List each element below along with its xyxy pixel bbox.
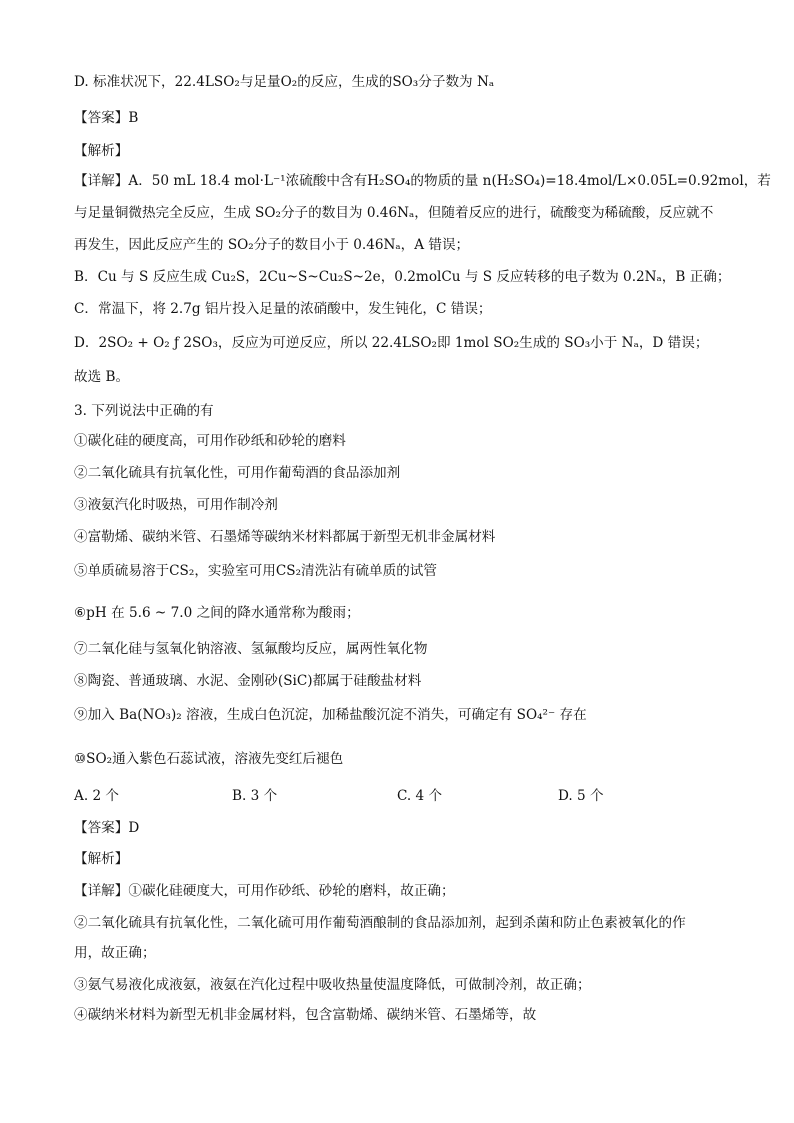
option-d: D. 5 个 (558, 788, 604, 804)
statement-item: ④富勒烯、碳纳米管、石墨烯等碳纳米材料都属于新型无机非金属材料 (74, 529, 496, 545)
explanation-line: 用，故正确； (74, 945, 156, 961)
answer-label: 【答案】B (74, 110, 139, 126)
explanation-line: 与足量铜微热完全反应，生成 SO₂分子的数目为 0.46Nₐ，但随着反应的进行，硫酸变为稀硫酸，反应就不 (74, 205, 714, 221)
explanation-line: C．常温下，将 2.7g 铝片投入足量的浓硝酸中，发生钝化，C 错误； (74, 301, 492, 317)
statement-item: ⑩SO₂通入紫色石蕊试液，溶液先变红后褪色 (74, 751, 344, 767)
option-a: A. 2 个 (74, 788, 120, 804)
option-c: C. 4 个 (397, 788, 443, 804)
explanation-line: 【详解】①碳化硅硬度大，可用作砂纸、砂轮的磨料，故正确； (74, 883, 455, 899)
analysis-label: 【解析】 (74, 851, 129, 867)
statement-item: ①碳化硅的硬度高，可用作砂纸和砂轮的磨料 (74, 433, 346, 449)
explanation-line: ④碳纳米材料为新型无机非金属材料，包含富勒烯、碳纳米管、石墨烯等，故 (74, 1007, 537, 1023)
statement-item: ⑨加入 Ba(NO₃)₂ 溶液，生成白色沉淀，加稀盐酸沉淀不消失，可确定有 SO₄²⁻ 存在 (74, 707, 587, 723)
statement-item: ⑦二氧化硅与氢氧化钠溶液、氢氟酸均反应，属两性氧化物 (74, 641, 428, 657)
explanation-line: D．2SO₂ + O₂ ƒ 2SO₃，反应为可逆反应，所以 22.4LSO₂即 1mol SO₂生成的 SO₃小于 Nₐ，D 错误； (74, 335, 709, 351)
conclusion-line: 故选 B。 (74, 369, 130, 385)
statement-item: ②二氧化硫具有抗氧化性，可用作葡萄酒的食品添加剂 (74, 465, 401, 481)
option-d-line: D. 标准状况下，22.4LSO₂与足量O₂的反应，生成的SO₃分子数为 Nₐ (74, 74, 495, 90)
statement-item: ③液氨汽化时吸热，可用作制冷剂 (74, 497, 278, 513)
question-title: 3. 下列说法中正确的有 (74, 403, 214, 419)
statement-item: ⑤单质硫易溶于CS₂，实验室可用CS₂清洗沾有硫单质的试管 (74, 563, 437, 579)
explanation-line: ③氨气易液化成液氨，液氨在汽化过程中吸收热量使温度降低，可做制冷剂，故正确； (74, 977, 591, 993)
explanation-line: ②二氧化硫具有抗氧化性，二氧化硫可用作葡萄酒酿制的食品添加剂，起到杀菌和防止色素被氧化的作 (74, 915, 686, 931)
statement-item: ⑧陶瓷、普通玻璃、水泥、金刚砂(SiC)都属于硅酸盐材料 (74, 673, 422, 689)
statement-item: ⑥pH 在 5.6 ~ 7.0 之间的降水通常称为酸雨； (74, 605, 360, 621)
analysis-label: 【解析】 (74, 143, 129, 159)
explanation-line: B．Cu 与 S 反应生成 Cu₂S，2Cu~S~Cu₂S~2e，0.2molCu 与 S 反应转移的电子数为 0.2Nₐ，B 正确； (74, 269, 731, 285)
explanation-line: 【详解】A．50 mL 18.4 mol·L⁻¹浓硫酸中含有H₂SO₄的物质的量 n(H₂SO₄)=18.4mol/L×0.05L=0.92mol，若 (74, 173, 771, 189)
option-b: B. 3 个 (232, 788, 278, 804)
explanation-line: 再发生，因此反应产生的 SO₂分子的数目小于 0.46Nₐ，A 错误； (74, 237, 470, 253)
answer-label: 【答案】D (74, 820, 140, 836)
